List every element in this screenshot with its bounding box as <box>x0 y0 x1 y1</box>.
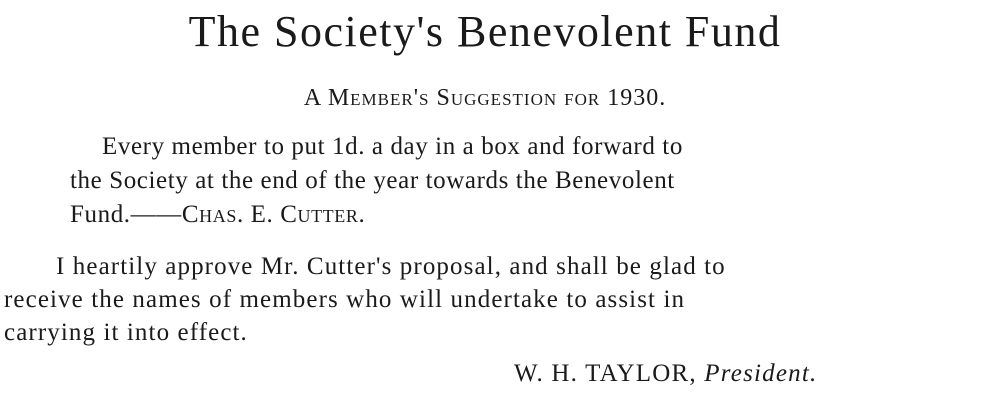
president-signature <box>514 361 817 386</box>
suggestion-line-3 <box>70 198 930 232</box>
approval-line-2: receive the names of members who will undertake to assist in <box>4 286 686 313</box>
suggestion-line-2: the Society at the end of the year towards the Benevolent <box>70 167 675 194</box>
subtitle: A Member's Suggestion for 1930. <box>303 85 667 111</box>
signature-role: President. <box>704 360 818 387</box>
suggestion-paragraph <box>70 130 930 232</box>
suggestion-signature: Chas. E. Cutter. <box>181 201 366 228</box>
suggestion-line-1: Every member to put 1d. a day in a box and forward to <box>102 133 683 160</box>
signature-name: W. H. TAYLOR, <box>514 360 697 387</box>
page-title: The Society's Benevolent Fund <box>188 7 782 56</box>
approval-line-3: carrying it into effect. <box>4 319 248 346</box>
approval-paragraph <box>4 250 964 349</box>
suggestion-line-3-text: Fund.—— <box>70 201 182 228</box>
approval-line-1: I heartily approve Mr. Cutter's proposal, and shall be glad to <box>56 253 726 280</box>
